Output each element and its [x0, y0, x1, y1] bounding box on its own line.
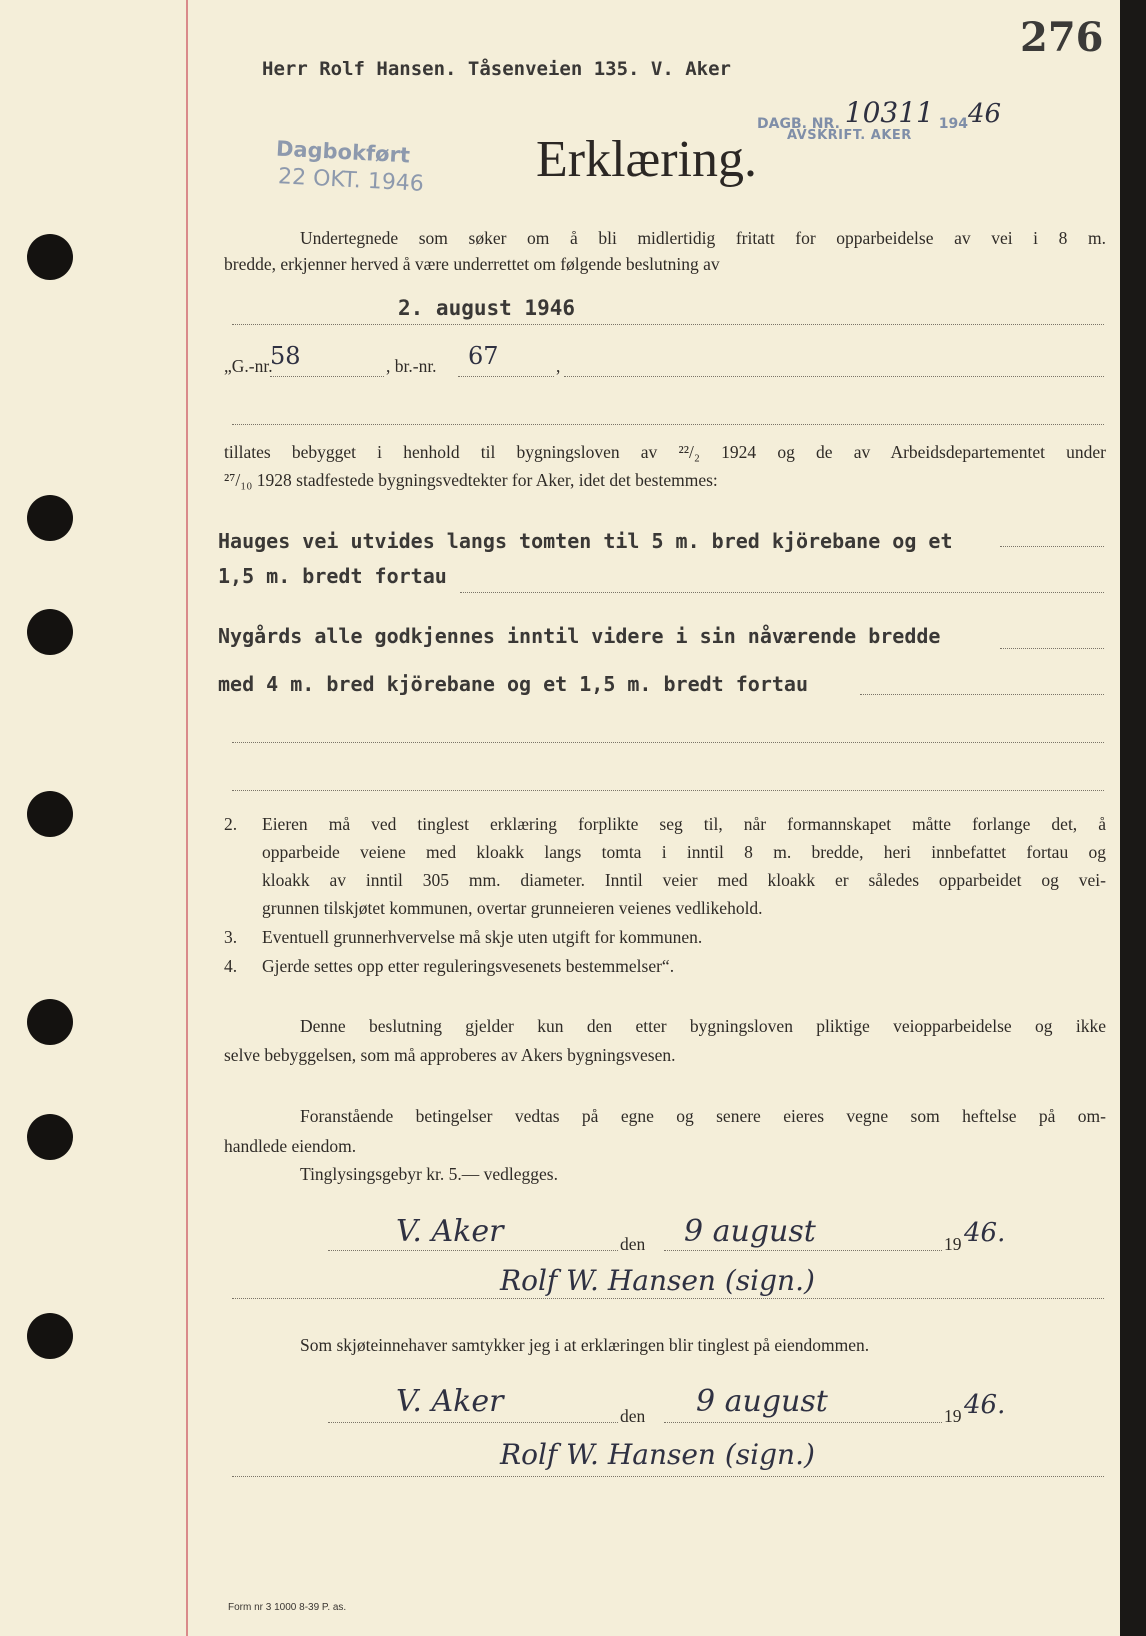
punch-hole [27, 609, 73, 655]
item-line: Eventuell grunnerhvervelse må skje uten utgift for kommunen. [262, 927, 703, 947]
addressee-line: Herr Rolf Hansen. Tåsenveien 135. V. Aker [262, 58, 731, 80]
avskrift-stamp: AVSKRIFT. AKER [787, 128, 912, 143]
item-line: opparbeide veiene med kloakk langs tomta i inntil 8 m. bredde, heri innbefattet fortau og [262, 842, 1106, 862]
item-line: grunnen tilskjøtet kommunen, overtar grunneieren veienes vedlikehold. [262, 898, 763, 918]
intro-line-2: bredde, erkjenner herved å være underrettet om følgende beslutning av [224, 254, 720, 274]
dotted-line [460, 592, 1104, 593]
fee-line: Tinglysingsgebyr kr. 5.— vedlegges. [300, 1164, 558, 1184]
dotted-line [564, 376, 1104, 377]
sig1-year-hand: 46. [964, 1218, 1006, 1248]
punch-hole [27, 999, 73, 1045]
item-line: Eieren må ved tinglest erklæring forplikte seg til, når formannskapet måtte forlange det, å [262, 814, 1106, 834]
page-number: 276 [1020, 14, 1104, 61]
item-number: 3. [224, 927, 238, 947]
item-line: Gjerde settes opp etter reguleringsvesenets bestemmelser“. [262, 956, 675, 976]
punch-hole [27, 495, 73, 541]
document-title: Erklæring. [536, 131, 757, 188]
sig1-date: 9 august [684, 1214, 816, 1249]
decision-date: 2. august 1946 [398, 296, 576, 320]
gnr-label: „G.-nr. [224, 356, 273, 376]
dotted-line [664, 1250, 942, 1251]
dotted-line [232, 1298, 1104, 1299]
sig2-place: V. Aker [396, 1384, 504, 1419]
punch-hole [27, 791, 73, 837]
dagbok-label: DAGB. NR. [757, 116, 840, 132]
dotted-line [1000, 546, 1104, 547]
sig1-signature: Rolf W. Hansen (sign.) [500, 1264, 815, 1297]
dotted-line [458, 376, 554, 377]
intro-line-1: Undertegnede som søker om å bli midlertidig fritatt for opparbeidelse av vei i 8 m. [300, 228, 1106, 248]
typed-condition-line: med 4 m. bred kjörebane og et 1,5 m. bredt fortau [218, 672, 809, 696]
item-line: kloakk av inntil 305 mm. diameter. Inntil veier med kloakk er således opparbeidet og vei- [262, 870, 1106, 890]
typed-condition-line: Nygårds alle godkjennes inntil videre i sin nåværende bredde [218, 624, 941, 648]
punch-hole [27, 234, 73, 280]
foran-line-2: handlede eiendom. [224, 1136, 357, 1156]
sig1-den: den [620, 1234, 646, 1254]
typed-condition-line: Hauges vei utvides langs tomten til 5 m. bred kjörebane og et [218, 529, 953, 553]
punch-hole [27, 1313, 73, 1359]
sig2-year-print: 19 [944, 1406, 962, 1426]
dagbokfort-stamp-date: 22 OKT. 1946 [277, 164, 425, 197]
dagbok-year-hand: 46 [967, 99, 1002, 129]
red-margin-line [186, 0, 188, 1636]
item-number: 4. [224, 956, 238, 976]
form-footer: Form nr 3 1000 8-39 P. as. [228, 1602, 347, 1613]
tillates-line-2: ²⁷/₁₀ 1928 stadfestede bygningsvedtekter for Aker, idet det bestemmes: [224, 470, 718, 490]
sig2-den: den [620, 1406, 646, 1426]
dotted-line [860, 694, 1104, 695]
dotted-line [328, 1422, 618, 1423]
foran-line-1: Foranstående betingelser vedtas på egne og senere eieres vegne som heftelse på om- [300, 1106, 1106, 1126]
item-number: 2. [224, 814, 238, 834]
dagbok-number: 10311 [844, 96, 934, 129]
denne-line-1: Denne beslutning gjelder kun den etter bygningsloven pliktige veiopparbeidelse og ikke [300, 1016, 1106, 1036]
comma: , [556, 356, 561, 376]
sig2-date: 9 august [696, 1384, 828, 1419]
sig2-signature: Rolf W. Hansen (sign.) [500, 1438, 815, 1471]
dotted-line [232, 1476, 1104, 1477]
dotted-line [232, 790, 1104, 791]
dotted-line [232, 742, 1104, 743]
dotted-line [270, 376, 384, 377]
gnr-value: 58 [270, 342, 301, 370]
dotted-line [1000, 648, 1104, 649]
typed-condition-line: 1,5 m. bredt fortau [218, 564, 447, 588]
dagbok-year-print: 194 [938, 116, 968, 132]
brnr-value: 67 [468, 342, 499, 370]
dagbokfort-stamp-label: Dagbokført [275, 136, 411, 168]
sig1-place: V. Aker [396, 1214, 504, 1249]
sig2-year-hand: 46. [964, 1390, 1006, 1420]
dotted-line [232, 424, 1104, 425]
consent-line: Som skjøteinnehaver samtykker jeg i at erklæringen blir tinglest på eiendommen. [300, 1335, 870, 1355]
dotted-line [664, 1422, 942, 1423]
brnr-label: , br.-nr. [386, 356, 437, 376]
punch-hole [27, 1114, 73, 1160]
denne-line-2: selve bebyggelsen, som må approberes av Akers bygningsvesen. [224, 1045, 676, 1065]
dotted-line [328, 1250, 618, 1251]
dotted-line [232, 324, 1104, 325]
sig1-year-print: 19 [944, 1234, 962, 1254]
tillates-line-1: tillates bebygget i henhold til bygningsloven av ²²/₂ 1924 og de av Arbeidsdepartementet under [224, 442, 1106, 462]
